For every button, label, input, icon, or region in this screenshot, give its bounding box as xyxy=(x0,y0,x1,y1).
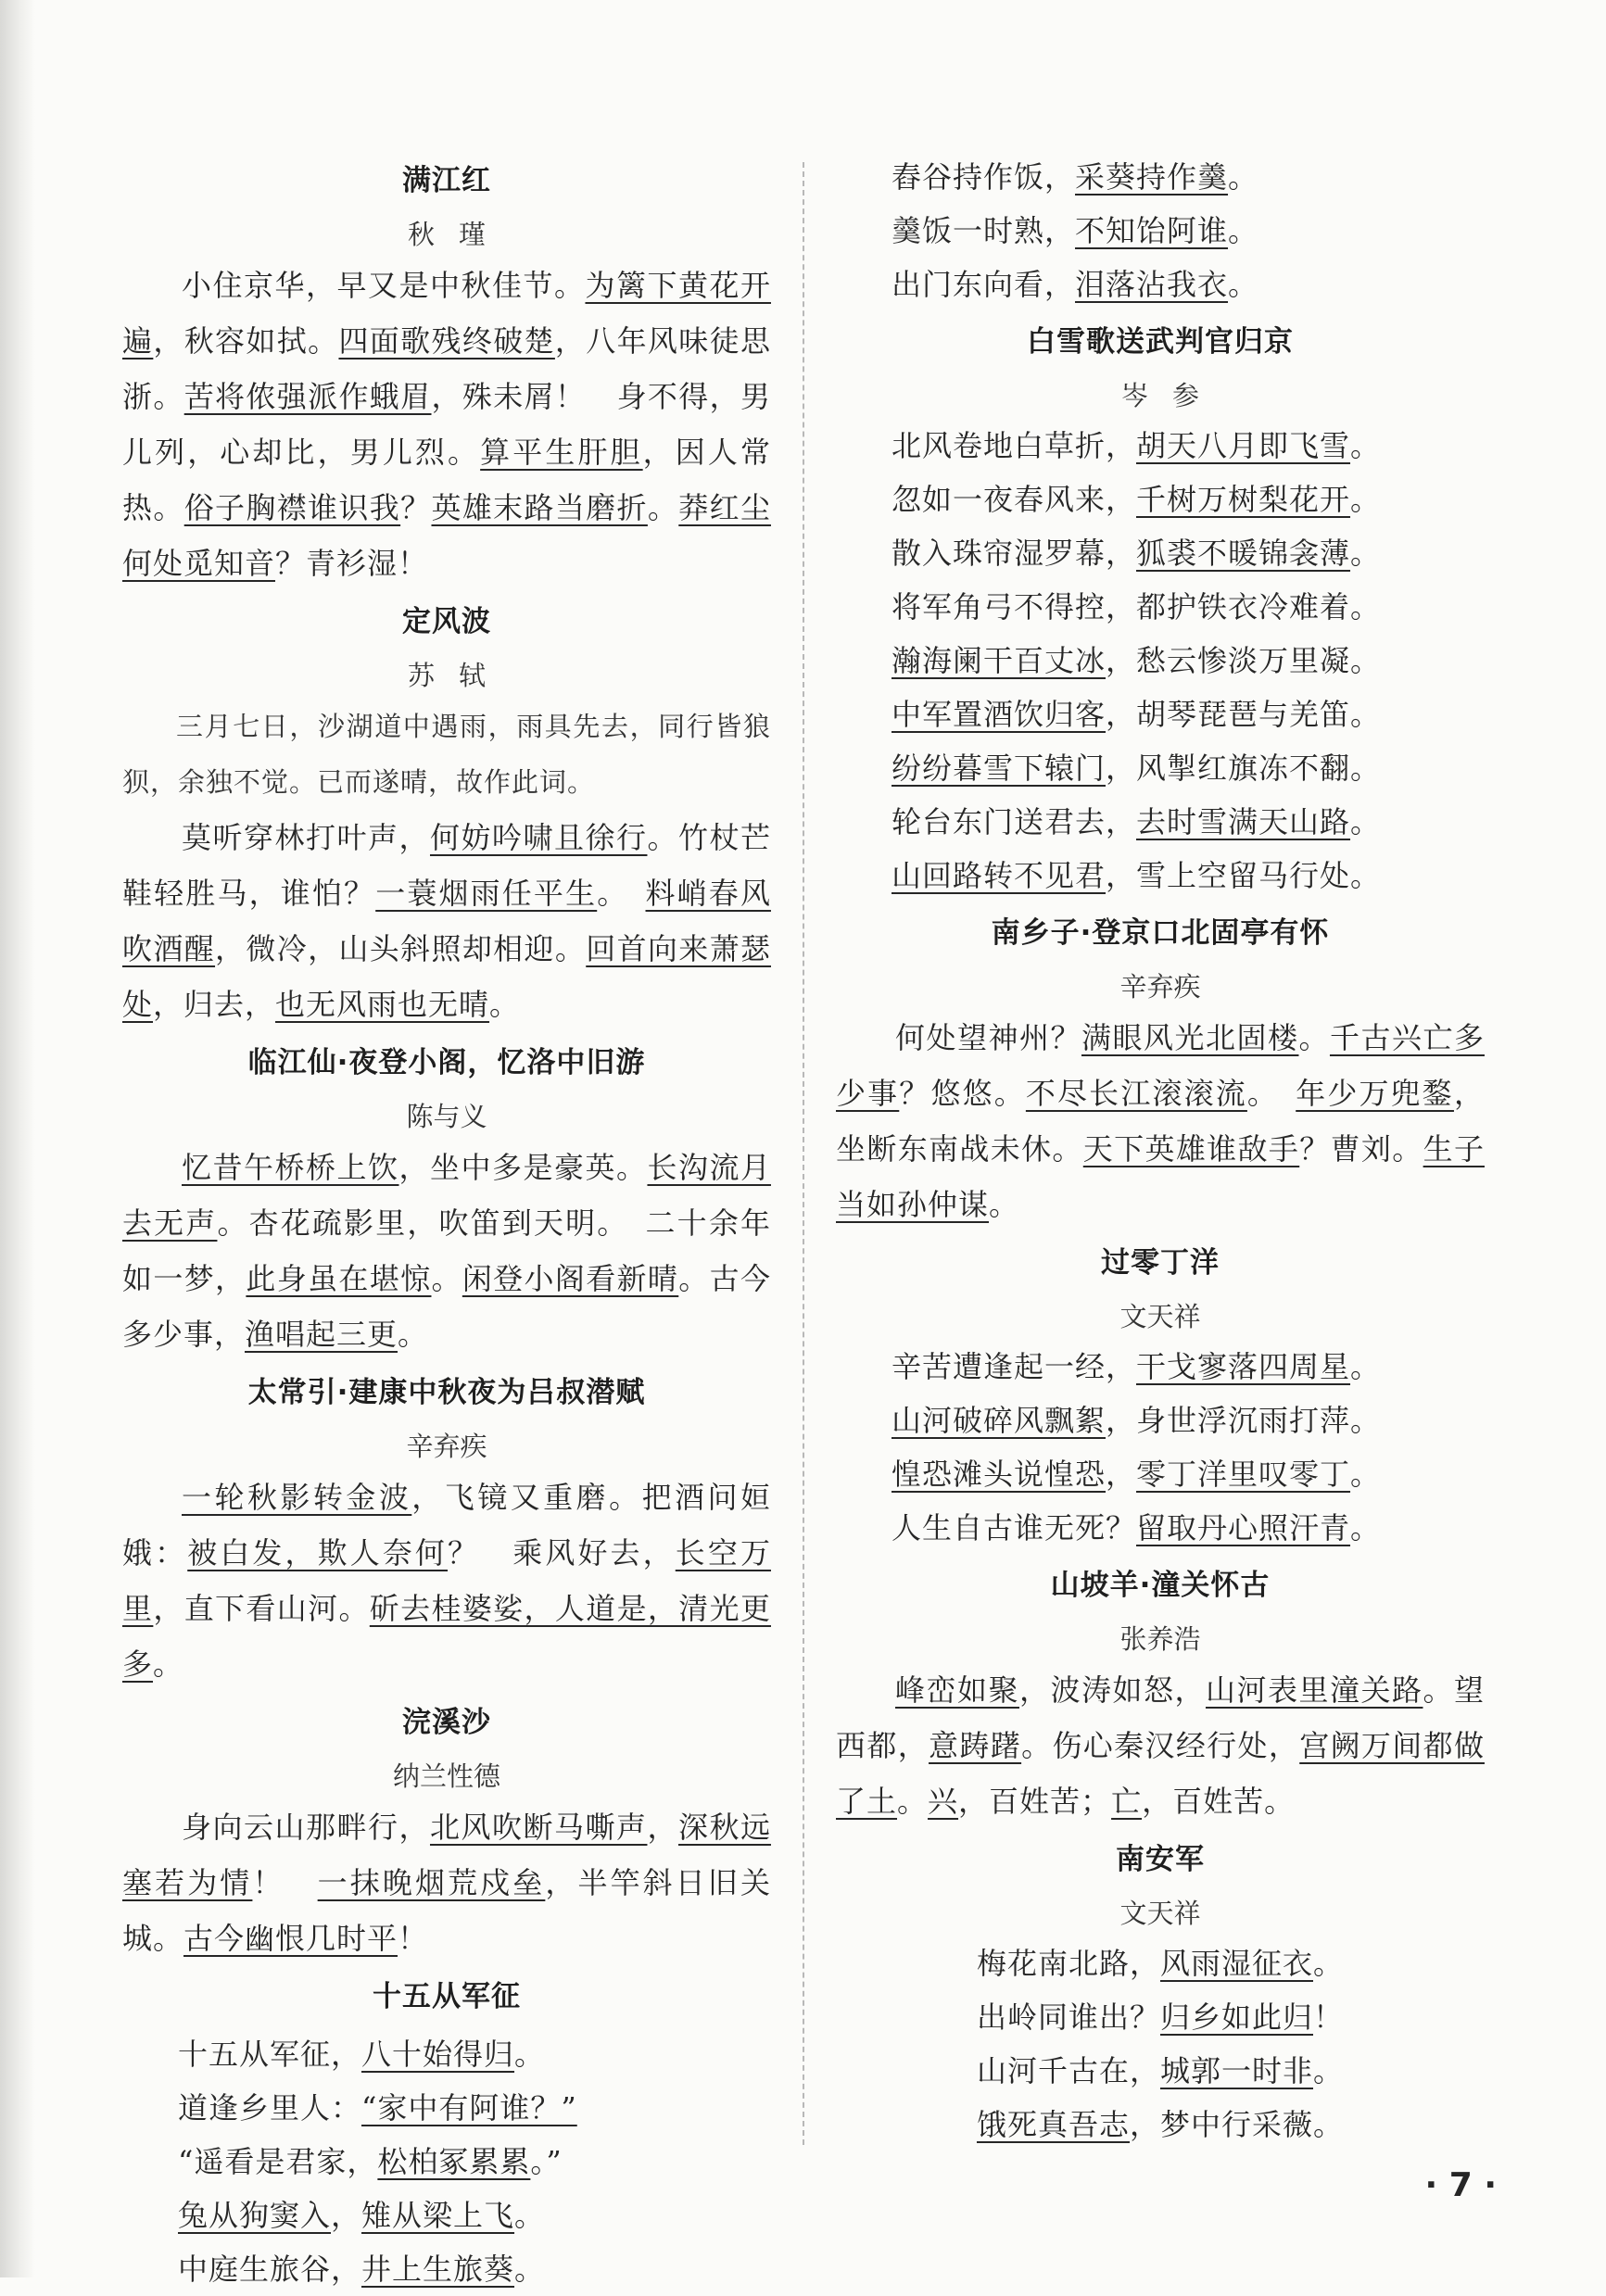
poem-paragraph xyxy=(836,1010,1485,1232)
text-segment: 莫听穿林打叶声， xyxy=(182,820,430,855)
text-segment: 舂谷持作饭， xyxy=(892,159,1076,195)
text-segment: 十五从军征， xyxy=(178,2037,362,2072)
underlined-phrase: 归乡如此归 xyxy=(1159,2000,1313,2035)
text-segment: ？ 乘风好去， xyxy=(448,1535,676,1571)
underlined-phrase: 城郭一时非 xyxy=(1159,2053,1313,2088)
text-segment: ！ xyxy=(398,1921,429,1956)
text-segment: 。 xyxy=(153,1646,184,1682)
underlined-phrase: 斫去桂婆娑，人道是，清光更多 xyxy=(122,1591,771,1682)
underlined-phrase: 此身虽在堪惊 xyxy=(246,1261,432,1296)
text-segment: ，梦中行采薇。 xyxy=(1130,2107,1345,2142)
underlined-phrase: 算平生肝胆 xyxy=(480,435,643,470)
underlined-phrase: 干戈寥落四周星 xyxy=(1136,1349,1351,1384)
text-segment: 。杏花疏影里，吹笛到天明。 二十余年如一梦， xyxy=(122,1205,771,1296)
poem-line xyxy=(836,2098,1485,2151)
poem-line xyxy=(836,1340,1485,1394)
text-segment: ，百姓苦。 xyxy=(1142,1784,1296,1819)
text-segment: 人生自古谁无死？ xyxy=(892,1510,1137,1545)
text-segment: 。 xyxy=(897,1784,929,1819)
underlined-phrase: 千古兴亡多少事 xyxy=(836,1020,1485,1111)
text-segment: 出岭同谁出？ xyxy=(976,2000,1160,2035)
text-segment: ，身世浮沉雨打萍。 xyxy=(1106,1403,1382,1438)
poem-paragraph xyxy=(122,1799,771,1966)
poem-author: 陈与义 xyxy=(406,1101,487,1132)
poem-author: 辛弃疾 xyxy=(406,1431,487,1462)
poem-author: 纳兰性德 xyxy=(392,1760,500,1792)
text-segment: 。 xyxy=(1350,804,1382,839)
text-segment: 。 xyxy=(1313,1946,1345,1981)
poem-author: 张养浩 xyxy=(1119,1623,1201,1655)
text-segment: 忽如一夜春风来， xyxy=(892,482,1137,517)
underlined-phrase: “家中有阿谁？” xyxy=(361,2090,577,2126)
poem-line xyxy=(836,1936,1485,1990)
text-segment: ，秋容如拭。 xyxy=(153,323,339,359)
left-column xyxy=(122,150,771,2296)
underlined-phrase: 峰峦如聚 xyxy=(895,1672,1019,1708)
underlined-phrase: 天下英雄谁敌手 xyxy=(1082,1131,1300,1167)
underlined-phrase: 去时雪满天山路 xyxy=(1136,804,1351,839)
underlined-phrase: 留取丹心照汗青 xyxy=(1136,1510,1351,1545)
poem-line xyxy=(836,419,1485,473)
poem-line xyxy=(836,688,1485,741)
text-segment: ？悠悠。 xyxy=(899,1076,1026,1111)
page-edge-shadow xyxy=(0,0,35,2277)
text-segment: ？曹刘。 xyxy=(1299,1131,1423,1167)
text-segment: 轮台东门送君去， xyxy=(892,804,1137,839)
poem-line xyxy=(836,580,1485,634)
text-segment: 。古今多少事， xyxy=(122,1261,771,1352)
poem-author: 辛弃疾 xyxy=(1119,971,1201,1003)
text-segment: 。 xyxy=(1298,1020,1330,1055)
underlined-phrase: 莽红尘何处觅知音 xyxy=(122,490,771,581)
text-segment: ，因人常热。 xyxy=(122,435,771,525)
text-segment: 。 xyxy=(647,490,679,525)
poem-line xyxy=(836,1447,1485,1501)
underlined-phrase: 瀚海阑干百丈冰 xyxy=(892,643,1106,678)
poem-title: 满江红 xyxy=(402,164,491,197)
column-divider xyxy=(803,162,804,2145)
text-segment: 身向云山那畔行， xyxy=(182,1810,430,1845)
poem-title: 浣溪沙 xyxy=(402,1706,491,1739)
text-segment: 。 xyxy=(489,987,521,1022)
poem-title: 过零丁洋 xyxy=(1101,1246,1220,1280)
text-segment: ，坐断东南战未休。 xyxy=(836,1076,1485,1167)
text-segment: 。 xyxy=(514,2037,546,2072)
underlined-phrase: 饿死真吾志 xyxy=(976,2107,1130,2142)
poem-line xyxy=(836,526,1485,580)
text-segment: 。 xyxy=(1350,428,1382,463)
underlined-phrase: 深秋远塞若为情 xyxy=(122,1810,771,1900)
text-segment: ，微冷，山头斜照却相迎。 xyxy=(215,931,587,966)
text-segment: 。 xyxy=(1350,482,1382,517)
underlined-phrase: 生子当如孙仲谋 xyxy=(836,1131,1485,1222)
text-segment: 。 xyxy=(398,1317,429,1352)
text-segment: 。 xyxy=(1246,1076,1296,1111)
underlined-phrase: 北风吹断马嘶声 xyxy=(429,1810,648,1845)
underlined-phrase: 一抹晚烟荒戍垒 xyxy=(317,1865,546,1900)
text-segment: 。 xyxy=(1228,267,1259,302)
underlined-phrase: 不尽长江滚滚流 xyxy=(1025,1076,1247,1111)
poem-line xyxy=(836,1501,1485,1555)
poem-title: 白雪歌送武判官归京 xyxy=(1027,325,1294,359)
underlined-phrase: 胡天八月即飞雪 xyxy=(1136,428,1351,463)
text-segment: 北风卷地白草折， xyxy=(892,428,1137,463)
underlined-phrase: 忆昔午桥桥上饮 xyxy=(182,1150,399,1185)
poem-paragraph xyxy=(122,810,771,1032)
poem-line xyxy=(836,2044,1485,2098)
underlined-phrase: 八十始得归 xyxy=(361,2037,515,2072)
text-segment: ，归去， xyxy=(153,987,276,1022)
underlined-phrase: 狐裘不暖锦衾薄 xyxy=(1136,536,1351,571)
underlined-phrase: 雉从梁上飞 xyxy=(361,2198,515,2233)
underlined-phrase: 四面歌残终破楚 xyxy=(338,323,555,359)
underlined-phrase: 长沟流月去无声 xyxy=(122,1150,771,1241)
poem-paragraph xyxy=(122,258,771,591)
page-number: · 7 · xyxy=(1424,2166,1497,2204)
text-segment: ，直下看山河。 xyxy=(153,1591,370,1626)
poem-title: 南乡子·登京口北固亭有怀 xyxy=(991,916,1330,950)
text-segment: ，殊未屑！ 身不得，男儿列，心却比，男儿烈。 xyxy=(122,379,771,470)
underlined-phrase: 料峭春风吹酒醒 xyxy=(122,876,771,966)
text-segment: ？ xyxy=(400,490,432,525)
text-segment: 。 xyxy=(597,876,646,911)
poem-line xyxy=(836,473,1485,526)
underlined-phrase: 亡 xyxy=(1111,1784,1143,1819)
text-segment: 。望西都， xyxy=(836,1672,1485,1763)
text-segment: 出门东向看， xyxy=(892,267,1076,302)
underlined-phrase: 兔从狗窦入 xyxy=(178,2198,332,2233)
text-segment: ， xyxy=(1106,1457,1137,1492)
poem-preface xyxy=(122,699,771,810)
underlined-phrase: 不知饴阿谁 xyxy=(1075,213,1229,248)
poem-title: 临江仙·夜登小阁，忆洛中旧游 xyxy=(247,1046,646,1079)
underlined-phrase: 满眼风光北固楼 xyxy=(1081,1020,1299,1055)
text-segment: 将军角弓不得控，都护铁衣冷难着。 xyxy=(892,589,1382,624)
text-segment: “遥看是君家， xyxy=(178,2144,378,2179)
text-segment: 。 xyxy=(1350,536,1382,571)
text-segment: 。伤心秦汉经行处， xyxy=(1021,1728,1300,1763)
text-segment: 何处望神州？ xyxy=(895,1020,1081,1055)
text-segment: ，愁云惨淡万里凝。 xyxy=(1106,643,1382,678)
poem-author: 文天祥 xyxy=(1119,1898,1201,1929)
underlined-phrase: 泪落沾我衣 xyxy=(1075,267,1229,302)
underlined-phrase: 意踌躇 xyxy=(929,1728,1022,1763)
poem-paragraph xyxy=(122,1470,771,1692)
text-segment: 。 xyxy=(514,2198,546,2233)
text-segment: ，百姓苦； xyxy=(958,1784,1112,1819)
text-segment: 。竹杖芒鞋轻胜马，谁怕？ xyxy=(122,820,771,911)
underlined-phrase: 山回路转不见君 xyxy=(892,858,1106,893)
poem-paragraph xyxy=(836,1662,1485,1829)
underlined-phrase: 渔唱起三更 xyxy=(245,1317,398,1352)
text-segment: ，八年风味徒思浙。 xyxy=(122,323,771,414)
poem-line xyxy=(836,795,1485,849)
poem-paragraph xyxy=(122,1140,771,1362)
underlined-phrase: 长空万里 xyxy=(122,1535,771,1626)
poem-author: 秋瑾 xyxy=(407,219,511,250)
poem-line xyxy=(836,258,1485,311)
underlined-phrase: 被白发，欺人奈何 xyxy=(187,1535,449,1571)
underlined-phrase: 纷纷暮雪下辕门 xyxy=(892,751,1106,786)
poem-line xyxy=(122,2242,771,2296)
poem-line xyxy=(836,634,1485,688)
text-segment: ，波涛如怒， xyxy=(1019,1672,1206,1708)
underlined-phrase: 风雨湿征衣 xyxy=(1159,1946,1313,1981)
poem-line xyxy=(122,2189,771,2242)
text-segment: 山河千古在， xyxy=(976,2053,1160,2088)
underlined-phrase: 苦将侬强派作蛾眉 xyxy=(183,379,432,414)
poem-line xyxy=(836,741,1485,795)
text-segment: ！ xyxy=(252,1865,318,1900)
poem-title: 太常引·建康中秋夜为吕叔潜赋 xyxy=(247,1376,646,1409)
underlined-phrase: 惶恐滩头说惶恐 xyxy=(892,1457,1106,1492)
text-segment: 。 xyxy=(1350,1349,1382,1384)
poem-line xyxy=(122,2081,771,2135)
poem-line xyxy=(836,150,1485,204)
underlined-phrase: 为篱下黄花开遍 xyxy=(122,268,771,359)
underlined-phrase: 零丁洋里叹零丁 xyxy=(1136,1457,1351,1492)
underlined-phrase: 宫阙万间都做了土 xyxy=(836,1728,1485,1819)
text-segment: ，雪上空留马行处。 xyxy=(1106,858,1382,893)
text-segment: 。 xyxy=(1350,1457,1382,1492)
underlined-phrase: 采葵持作羹 xyxy=(1075,159,1229,195)
text-segment: ，胡琴琵琶与羌笛。 xyxy=(1106,697,1382,732)
underlined-phrase: 兴 xyxy=(928,1784,959,1819)
underlined-phrase: 古今幽恨几时平 xyxy=(183,1921,398,1956)
right-column xyxy=(836,150,1485,2151)
poem-title: 山坡羊·潼关怀古 xyxy=(1050,1569,1271,1602)
underlined-phrase: 井上生旅葵 xyxy=(361,2252,515,2287)
text-segment: 。 xyxy=(1313,2053,1345,2088)
underlined-phrase: 年少万兜鍪 xyxy=(1296,1076,1454,1111)
text-segment: ， xyxy=(331,2198,362,2233)
text-segment: 梅花南北路， xyxy=(976,1946,1160,1981)
underlined-phrase: 何妨吟啸且徐行 xyxy=(429,820,648,855)
text-segment: 。 xyxy=(1350,1510,1382,1545)
underlined-phrase: 中军置酒饮归客 xyxy=(892,697,1106,732)
poem-line xyxy=(836,849,1485,902)
text-segment: 散入珠帘湿罗幕， xyxy=(892,536,1137,571)
text-segment: 三月七日，沙湖道中遇雨，雨具先去，同行皆狼狈，余独不觉。已而遂晴，故作此词。 xyxy=(122,711,771,798)
poem-title: 定风波 xyxy=(402,605,491,638)
poem-author: 文天祥 xyxy=(1119,1301,1201,1332)
poem-title: 南安军 xyxy=(1116,1843,1205,1876)
text-segment: ，飞镜又重磨。把酒问姮娥： xyxy=(122,1480,771,1571)
text-segment: ！ xyxy=(1313,2000,1345,2035)
text-segment: 。 xyxy=(989,1187,1020,1222)
text-segment: ， xyxy=(647,1810,678,1845)
poem-line xyxy=(836,204,1485,258)
text-segment: 。 xyxy=(514,2252,546,2287)
underlined-phrase: 闲登小阁看新晴 xyxy=(462,1261,679,1296)
text-segment: 小住京华，早又是中秋佳节。 xyxy=(182,268,586,303)
underlined-phrase: 回首向来萧瑟处 xyxy=(122,931,771,1022)
poem-line xyxy=(836,1394,1485,1447)
underlined-phrase: 俗子胸襟谁识我 xyxy=(183,490,401,525)
text-segment: ，风掣红旗冻不翻。 xyxy=(1106,751,1382,786)
poem-author: 岑参 xyxy=(1120,380,1224,411)
underlined-phrase: 英雄末路当磨折 xyxy=(431,490,648,525)
underlined-phrase: 也无风雨也无晴 xyxy=(275,987,490,1022)
poem-author: 苏轼 xyxy=(407,660,511,691)
text-segment: 辛苦遭逢起一经， xyxy=(892,1349,1137,1384)
underlined-phrase: 山河破碎风飘絮 xyxy=(892,1403,1106,1438)
underlined-phrase: 一蓑烟雨任平生 xyxy=(375,876,598,911)
poem-line xyxy=(836,1990,1485,2044)
poem-line xyxy=(122,2135,771,2189)
text-segment: 中庭生旅谷， xyxy=(178,2252,362,2287)
underlined-phrase: 山河表里潼关路 xyxy=(1205,1672,1423,1708)
text-segment: ？青衫湿！ xyxy=(275,546,429,581)
text-segment: 。 xyxy=(1228,159,1259,195)
text-segment: ，坐中多是豪英。 xyxy=(398,1150,648,1185)
text-segment: 。 xyxy=(1228,213,1259,248)
text-segment: 。” xyxy=(530,2144,563,2179)
text-segment: 道逢乡里人： xyxy=(178,2090,362,2126)
text-segment: 羹饭一时熟， xyxy=(892,213,1076,248)
text-segment: ，半竿斜日旧关城。 xyxy=(122,1865,771,1956)
poem-title: 十五从军征 xyxy=(373,1980,521,2013)
underlined-phrase: 千树万树梨花开 xyxy=(1136,482,1351,517)
poem-line xyxy=(122,2027,771,2081)
underlined-phrase: 松柏冢累累 xyxy=(377,2144,531,2179)
text-segment: 。 xyxy=(431,1261,462,1296)
underlined-phrase: 一轮秋影转金波 xyxy=(182,1480,412,1515)
